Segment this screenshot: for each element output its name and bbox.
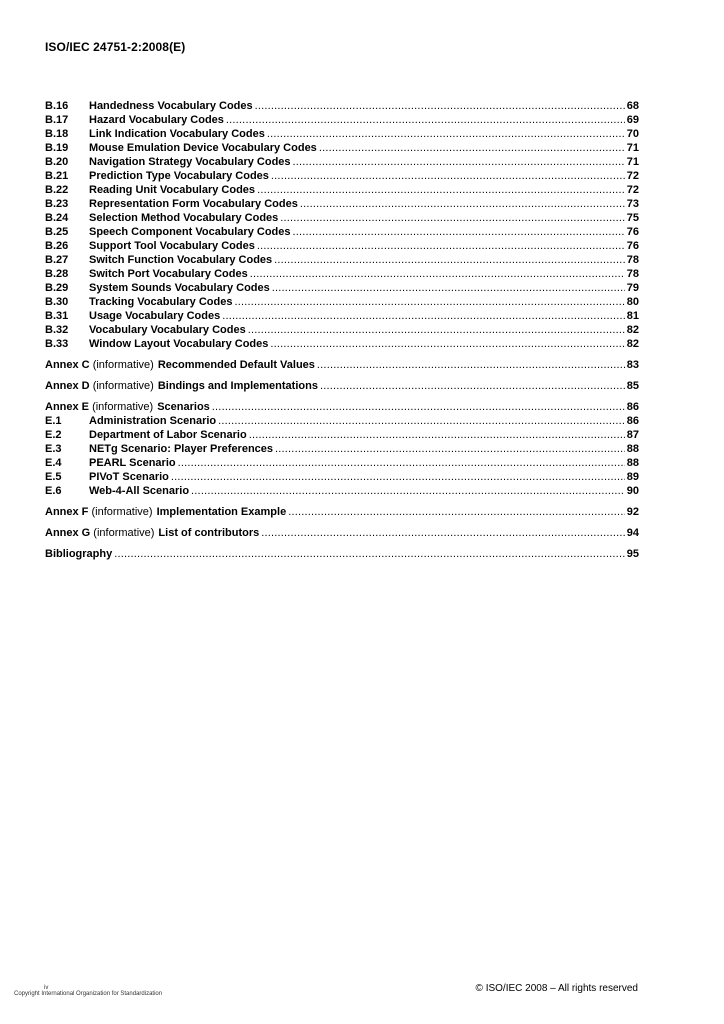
toc-entry-b27[interactable] [45,253,639,267]
toc-entry-title: Prediction Type Vocabulary Codes [89,170,269,182]
toc-entry-title: Web-4-All Scenario [89,485,190,497]
toc-entry-b33[interactable] [45,337,639,351]
toc-entry-page: 87 [626,429,639,441]
toc-entry-title: Bindings and Implementations [157,380,318,392]
toc-annex-letter: Annex E [45,401,90,413]
toc-annex-letter: Annex G [45,527,91,539]
toc-entry-e3[interactable] [45,442,639,456]
toc-entry-b19[interactable] [45,141,639,155]
toc-entry-page: 72 [626,184,639,196]
toc-dot-leader [267,127,625,141]
toc-annex-informative: (informative) [91,506,153,518]
toc-entry-title: PEARL Scenario [89,457,176,469]
toc-entry-e5[interactable] [45,470,639,484]
toc-entry-page: 94 [626,527,639,539]
toc-dot-leader [274,253,625,267]
toc-entry-page: 69 [626,114,639,126]
toc-entry-title: Speech Component Vocabulary Codes [89,226,291,238]
toc-entry-page: 88 [626,457,639,469]
toc-entry-title: Recommended Default Values [157,359,315,371]
toc-entry-page: 85 [626,380,639,392]
toc-entry-b26[interactable] [45,239,639,253]
toc-annex-label [45,400,157,414]
toc-entry-number: B.24 [45,212,69,224]
toc-entry-number: B.16 [45,100,69,112]
toc-entry-annex-f[interactable] [45,505,639,519]
toc-entry-b28[interactable] [45,267,639,281]
toc-entry-number: B.25 [45,226,69,238]
toc-dot-leader [257,239,625,253]
toc-entry-title: List of contributors [158,527,260,539]
toc-dot-leader [249,428,625,442]
toc-dot-leader [191,484,625,498]
toc-entry-number: E.1 [45,415,62,427]
toc-annex-informative: (informative) [92,401,154,413]
toc-entry-number: B.29 [45,282,69,294]
toc-entry-number: B.22 [45,184,69,196]
toc-entry-number: B.31 [45,310,69,322]
footer-copyright-right: © ISO/IEC 2008 – All rights reserved [475,983,638,994]
toc-entry-number: B.28 [45,268,69,280]
toc-entry-page: 83 [626,359,639,371]
toc-entry-page: 88 [626,443,639,455]
toc-dot-leader [178,456,625,470]
toc-annex-informative: (informative) [92,380,154,392]
toc-entry-page: 73 [626,198,639,210]
toc-entry-number: E.5 [45,471,62,483]
toc-entry-annex-c[interactable] [45,358,639,372]
toc-entry-title: Representation Form Vocabulary Codes [89,198,298,210]
toc-entry-b24[interactable] [45,211,639,225]
toc-entry-title: Selection Method Vocabulary Codes [89,212,279,224]
toc-entry-b16[interactable] [45,99,639,113]
toc-entry-page: 78 [626,254,639,266]
toc-entry-title: Tracking Vocabulary Codes [89,296,233,308]
toc-dot-leader [275,442,625,456]
toc-entry-number: E.3 [45,443,62,455]
toc-entry-e1[interactable] [45,414,639,428]
toc-entry-b21[interactable] [45,169,639,183]
toc-entry-page: 90 [626,485,639,497]
toc-entry-page: 92 [626,506,639,518]
toc-entry-number: B.26 [45,240,69,252]
toc-annex-letter: Annex D [45,380,90,392]
toc-annex-letter: Annex C [45,359,90,371]
toc-entry-title: Administration Scenario [89,415,217,427]
toc-dot-leader [317,358,625,372]
toc-entry-page: 79 [626,282,639,294]
toc-dot-leader [272,281,625,295]
toc-dot-leader [226,113,625,127]
toc-annex-informative: (informative) [92,359,154,371]
toc-entry-title: Switch Port Vocabulary Codes [89,268,248,280]
toc-entry-page: 75 [626,212,639,224]
toc-entry-page: 78 [626,268,639,280]
toc-entry-b30[interactable] [45,295,639,309]
toc-dot-leader [257,183,625,197]
toc-entry-b31[interactable] [45,309,639,323]
toc-entry-bibliography[interactable] [45,547,639,561]
table-of-contents [45,99,639,561]
toc-entry-title: Bibliography [45,548,113,560]
toc-entry-title: Window Layout Vocabulary Codes [89,338,269,350]
toc-entry-title: Department of Labor Scenario [89,429,247,441]
toc-entry-number: E.4 [45,457,62,469]
toc-entry-page: 82 [626,324,639,336]
toc-entry-page: 72 [626,170,639,182]
toc-dot-leader [171,470,625,484]
toc-entry-page: 68 [626,100,639,112]
toc-entry-title: Switch Function Vocabulary Codes [89,254,273,266]
toc-annex-label [45,358,158,372]
toc-dot-leader [114,547,625,561]
toc-entry-annex-d[interactable] [45,379,639,393]
footer-copyright-left [14,985,162,997]
toc-entry-page: 86 [626,415,639,427]
toc-entry-b23[interactable] [45,197,639,211]
toc-entry-page: 89 [626,471,639,483]
toc-dot-leader [288,505,625,519]
toc-entry-annex-g[interactable] [45,526,639,540]
toc-entry-title: Reading Unit Vocabulary Codes [89,184,256,196]
toc-dot-leader [218,414,625,428]
toc-entry-title: Vocabulary Vocabulary Codes [89,324,246,336]
toc-annex-label [45,526,158,540]
toc-entry-b22[interactable] [45,183,639,197]
toc-entry-page: 80 [626,296,639,308]
toc-entry-number: B.23 [45,198,69,210]
toc-entry-number: E.2 [45,429,62,441]
toc-dot-leader [222,309,625,323]
toc-entry-number: B.19 [45,142,69,154]
footer-page-number: iv [44,985,49,991]
toc-entry-title: Usage Vocabulary Codes [89,310,221,322]
toc-entry-number: B.17 [45,114,69,126]
toc-entry-title: System Sounds Vocabulary Codes [89,282,270,294]
toc-entry-b25[interactable] [45,225,639,239]
toc-entry-b20[interactable] [45,155,639,169]
toc-entry-page: 82 [626,338,639,350]
toc-entry-title: Navigation Strategy Vocabulary Codes [89,156,291,168]
toc-entry-title: NETg Scenario: Player Preferences [89,443,274,455]
toc-entry-page: 86 [626,401,639,413]
toc-dot-leader [248,323,625,337]
toc-entry-b29[interactable] [45,281,639,295]
toc-dot-leader [300,197,625,211]
toc-entry-annex-e[interactable] [45,400,639,414]
toc-entry-number: B.21 [45,170,69,182]
toc-dot-leader [293,155,625,169]
toc-annex-label [45,505,157,519]
toc-entry-title: Link Indication Vocabulary Codes [89,128,265,140]
toc-dot-leader [250,267,625,281]
toc-annex-label [45,379,158,393]
toc-entry-b32[interactable] [45,323,639,337]
toc-entry-number: B.33 [45,338,69,350]
toc-entry-page: 71 [626,142,639,154]
footer-copyright-text: Copyright International Organization for Standardization [14,991,163,997]
toc-entry-title: Implementation Example [156,506,287,518]
toc-entry-e6[interactable] [45,484,639,498]
toc-entry-number: B.18 [45,128,69,140]
toc-entry-page: 95 [626,548,639,560]
toc-entry-title: Hazard Vocabulary Codes [89,114,224,126]
toc-annex-informative: (informative) [93,527,155,539]
document-header: ISO/IEC 24751-2:2008(E) [45,40,186,54]
toc-dot-leader [280,211,624,225]
toc-entry-e4[interactable] [45,456,639,470]
toc-entry-e2[interactable] [45,428,639,442]
toc-entry-page: 70 [626,128,639,140]
toc-annex-letter: Annex F [45,506,89,518]
toc-entry-page: 81 [626,310,639,322]
toc-entry-title: Support Tool Vocabulary Codes [89,240,255,252]
toc-entry-number: B.32 [45,324,69,336]
toc-entry-number: B.30 [45,296,69,308]
toc-entry-number: E.6 [45,485,62,497]
toc-entry-number: B.20 [45,156,69,168]
toc-dot-leader [271,169,625,183]
toc-dot-leader [255,99,625,113]
toc-dot-leader [320,379,625,393]
toc-entry-page: 71 [626,156,639,168]
toc-dot-leader [261,526,625,540]
toc-dot-leader [319,141,625,155]
toc-dot-leader [234,295,624,309]
toc-entry-title: PIVoT Scenario [89,471,169,483]
toc-dot-leader [293,225,625,239]
toc-dot-leader [270,337,624,351]
toc-entry-b18[interactable] [45,127,639,141]
toc-entry-number: B.27 [45,254,69,266]
toc-entry-title: Handedness Vocabulary Codes [89,100,253,112]
toc-entry-page: 76 [626,240,639,252]
toc-entry-b17[interactable] [45,113,639,127]
toc-entry-page: 76 [626,226,639,238]
toc-entry-title: Mouse Emulation Device Vocabulary Codes [89,142,317,154]
toc-dot-leader [212,400,625,414]
toc-entry-title: Scenarios [157,401,210,413]
